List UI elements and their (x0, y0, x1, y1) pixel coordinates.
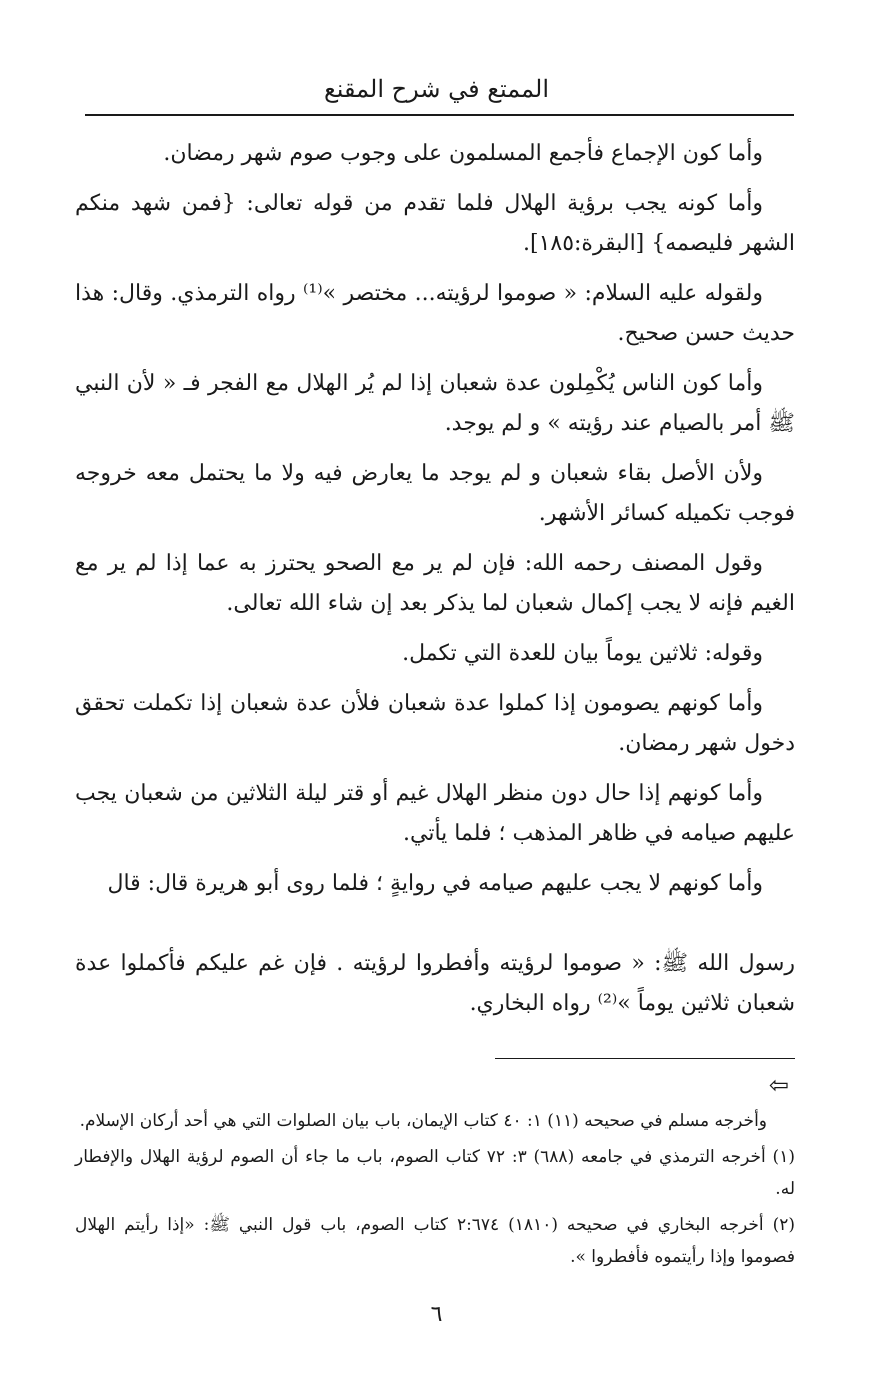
footnote-separator (495, 1058, 795, 1059)
paragraph: وأما كون الناس يُكْمِلون عدة شعبان إذا لم يُر الهلال مع الفجر فـ « لأن النبي ﷺ أمر بالصيام عند رؤيته » و لم يوجد. (75, 371, 795, 436)
main-text (75, 134, 795, 1034)
footnote-2: (٢) أخرجه البخاري في صحيحه (١٨١٠) ٢:٦٧٤ كتاب الصوم، باب قول النبي ﷺ: «إذا رأيتم الهلال فصوموا وإذا رأيتموه فأفطروا ». (75, 1215, 795, 1267)
footnotes (75, 1105, 795, 1277)
footnote-1: (١) أخرجه الترمذي في جامعه (٦٨٨) ٣: ٧٢ كتاب الصوم، باب ما جاء أن الصوم لرؤية الهلال والإفطار له. (75, 1147, 795, 1199)
closing-paragraph: رسول الله ﷺ: « صوموا لرؤيته وأفطروا لرؤيته . فإن غم عليكم فأكملوا عدة شعبان ثلاثين يوماً »⁽²⁾ رواه البخاري. (75, 951, 795, 1016)
paragraph: وقول المصنف رحمه الله: فإن لم ير مع الصحو يحترز به عما إذا لم ير مع الغيم فإنه لا يجب إكمال شعبان لما يذكر بعد إن شاء الله تعالى. (75, 551, 795, 616)
page-number: ٦ (430, 1302, 443, 1327)
paragraph: وأما كونهم يصومون إذا كملوا عدة شعبان فلأن عدة شعبان إذا تكملت تحقق دخول شهر رمضان. (75, 691, 795, 756)
paragraph: وقوله: ثلاثين يوماً بيان للعدة التي تكمل. (402, 641, 763, 666)
paragraph: وأما كونه يجب برؤية الهلال فلما تقدم من قوله تعالى: {فمن شهد منكم الشهر فليصمه} [البقرة:١٨٥]. (75, 191, 795, 256)
footnote-continuation: وأخرجه مسلم في صحيحه (١١) ١: ٤٠ كتاب الإيمان، باب بيان الصلوات التي هي أحد أركان الإسلام. (79, 1111, 767, 1131)
running-header-title: الممتع في شرح المقنع (324, 75, 549, 103)
arrow-left-outline-icon: ⇦ (768, 1071, 789, 1099)
paragraph: ولقوله عليه السلام: « صوموا لرؤيته... مختصر »⁽¹⁾ رواه الترمذي. وقال: هذا حديث حسن صحيح. (75, 281, 795, 346)
paragraph: وأما كونهم لا يجب عليهم صيامه في روايةٍ ؛ فلما روى أبو هريرة قال: قال (107, 871, 763, 896)
paragraph: ولأن الأصل بقاء شعبان و لم يوجد ما يعارض فيه ولا ما يحتمل معه خروجه فوجب تكميله كسائر الأشهر. (75, 461, 795, 526)
paragraph: وأما كونهم إذا حال دون منظر الهلال غيم أو قتر ليلة الثلاثين من شعبان يجب عليهم صيامه في ظاهر المذهب ؛ فلما يأتي. (75, 781, 795, 846)
paragraph: وأما كون الإجماع فأجمع المسلمون على وجوب صوم شهر رمضان. (163, 141, 763, 166)
header-rule (85, 114, 794, 116)
